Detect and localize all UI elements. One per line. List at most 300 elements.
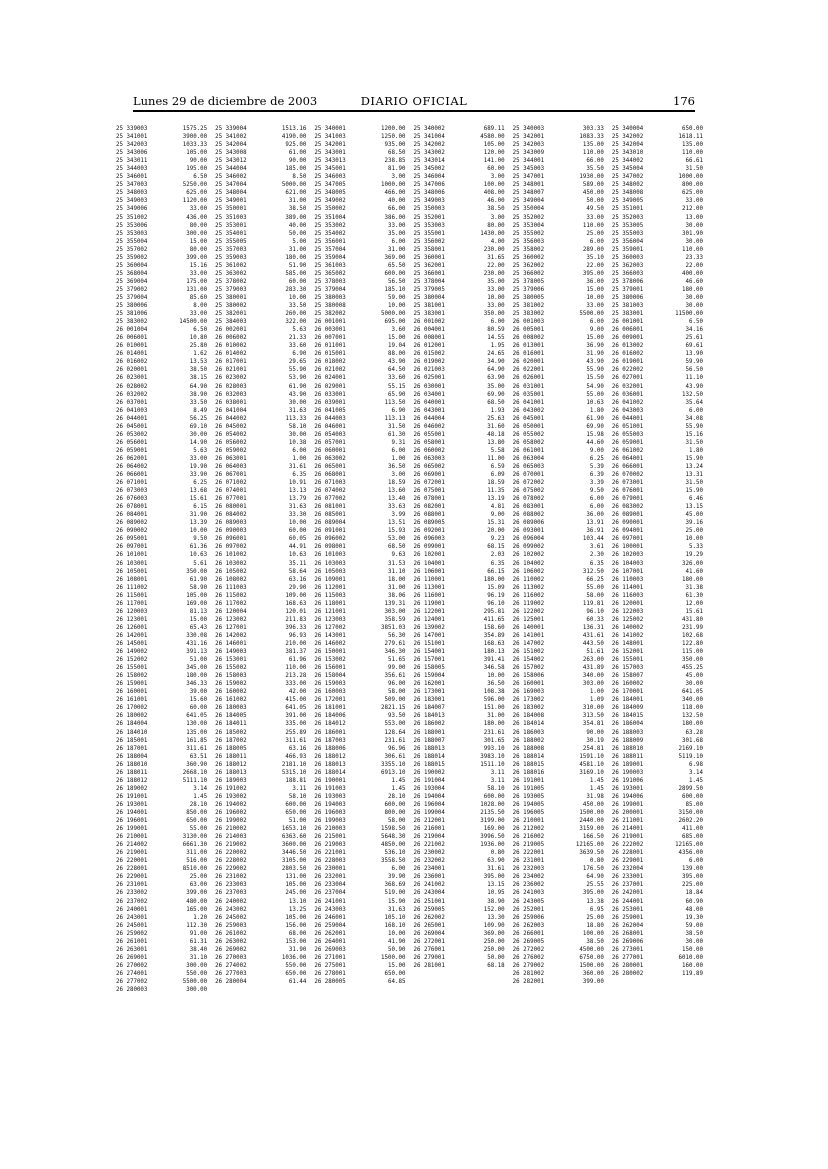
- item-price: 31.00: [388, 246, 406, 253]
- item-price: 279.61: [384, 641, 406, 647]
- table-row: [314, 350, 413, 358]
- table-row: [314, 785, 413, 793]
- table-row: [513, 881, 612, 889]
- item-price: 31.50: [388, 423, 406, 430]
- table-row: [116, 849, 215, 857]
- item-price: 6.50: [689, 319, 703, 326]
- table-row: [314, 366, 413, 374]
- item-price: 13.15: [685, 504, 703, 511]
- item-code: 25 349003: [116, 198, 148, 205]
- item-code: 26 269002: [215, 946, 247, 953]
- table-row: [413, 729, 512, 737]
- table-row: [612, 230, 711, 238]
- item-code: 25 379005: [413, 286, 445, 293]
- item-code: 26 193005: [512, 793, 545, 800]
- item-code: 25 346001: [116, 174, 148, 181]
- item-price: 391.13: [186, 649, 208, 656]
- table-row: [612, 672, 711, 680]
- item-price: 431.89: [582, 665, 604, 672]
- table-row: [513, 656, 612, 664]
- table-row: [513, 648, 612, 656]
- item-code: 26 196004: [413, 801, 445, 808]
- item-price: 185.10: [384, 286, 406, 293]
- table-row: [413, 608, 512, 616]
- item-code: 25 378005: [512, 278, 545, 285]
- item-price: 346.58: [483, 665, 505, 672]
- item-code: 26 186001: [314, 729, 346, 736]
- item-price: 31.50: [685, 166, 703, 173]
- item-price: 53.90: [288, 375, 307, 382]
- item-code: 26 120001: [611, 600, 644, 607]
- item-code: 26 158007: [611, 673, 644, 680]
- table-row: [513, 294, 612, 302]
- item-price: 6.09: [490, 472, 505, 479]
- table-row: [314, 600, 413, 608]
- table-row: [215, 407, 314, 415]
- table-row: [314, 817, 413, 825]
- table-row: [612, 318, 711, 326]
- item-price: 139.31: [384, 600, 406, 607]
- table-row: [215, 141, 314, 149]
- item-code: 26 043002: [512, 407, 545, 414]
- item-code: 26 078001: [413, 496, 445, 503]
- table-row: [314, 495, 413, 503]
- table-row: [413, 954, 512, 962]
- item-code: 26 191004: [413, 777, 445, 784]
- item-price: 156.00: [285, 922, 307, 929]
- item-price: 80.00: [189, 222, 208, 229]
- item-code: 26 046002: [413, 423, 445, 430]
- table-row: [413, 914, 512, 922]
- item-price: 326.00: [682, 560, 703, 567]
- item-price: 180.00: [186, 673, 208, 680]
- table-row: [116, 222, 215, 230]
- item-price: 64.90: [487, 367, 505, 374]
- item-price: 175.00: [186, 278, 208, 285]
- item-price: 39.00: [189, 689, 208, 696]
- table-row: [413, 624, 512, 632]
- table-row: [215, 857, 314, 865]
- item-price: 33.00: [189, 311, 208, 318]
- item-code: 26 072002: [512, 480, 545, 487]
- table-row: [612, 592, 711, 600]
- table-row: [513, 262, 612, 270]
- item-code: 26 068001: [314, 472, 346, 479]
- table-row: [215, 165, 314, 173]
- table-column: [116, 125, 215, 1025]
- item-price: 6.59: [490, 463, 505, 470]
- table-row: [116, 286, 215, 294]
- table-row: [215, 720, 314, 728]
- item-price: 25.63: [487, 415, 505, 422]
- item-price: 63.51: [189, 753, 208, 760]
- table-row: [215, 873, 314, 881]
- item-code: 26 199003: [314, 818, 346, 825]
- item-code: 26 237002: [116, 898, 148, 905]
- item-code: 26 064003: [215, 463, 247, 470]
- item-code: 26 122002: [512, 608, 545, 615]
- item-price: 35.00: [487, 383, 505, 390]
- item-code: 26 160002: [611, 681, 644, 688]
- item-code: 26 279002: [512, 962, 545, 969]
- item-price: 54.90: [586, 383, 604, 390]
- item-price: 3.00: [490, 214, 505, 221]
- item-price: 1000.00: [381, 182, 406, 189]
- item-code: 25 355003: [611, 230, 644, 237]
- table-row: [314, 205, 413, 213]
- item-code: 26 061001: [512, 447, 545, 454]
- item-code: 26 220002: [215, 850, 247, 857]
- table-row: [612, 560, 711, 568]
- table-row: [612, 383, 711, 391]
- table-row: [116, 664, 215, 672]
- item-price: 34.16: [685, 327, 703, 334]
- item-code: 26 191005: [512, 785, 545, 792]
- table-row: [413, 383, 512, 391]
- item-code: 25 342002: [413, 142, 445, 149]
- item-price: 650.00: [682, 126, 703, 132]
- item-price: 3900.00: [182, 134, 208, 141]
- item-code: 26 184011: [215, 721, 247, 728]
- item-price: 650.00: [285, 970, 307, 977]
- item-code: 25 340002: [413, 126, 445, 132]
- table-row: [314, 463, 413, 471]
- table-row: [116, 801, 215, 809]
- item-code: 25 341004: [413, 134, 445, 141]
- item-price: 13.30: [487, 914, 505, 921]
- item-code: 26 058002: [512, 439, 545, 446]
- item-code: 26 184013: [413, 713, 445, 720]
- item-price: 56.25: [189, 415, 208, 422]
- table-row: [116, 423, 215, 431]
- item-price: 1.80: [689, 447, 703, 454]
- item-price: 120.00: [483, 150, 505, 157]
- item-code: 25 353002: [314, 222, 346, 229]
- table-row: [314, 793, 413, 801]
- table-row: [314, 197, 413, 205]
- item-price: 135.00: [186, 729, 208, 736]
- table-row: [513, 865, 612, 873]
- table-row: [314, 978, 413, 986]
- table-row: [612, 391, 711, 399]
- item-price: 5111.10: [182, 777, 208, 784]
- item-code: 25 355001: [413, 230, 445, 237]
- item-code: 26 210002: [215, 826, 247, 833]
- item-price: 65.50: [388, 262, 406, 269]
- item-price: 231.61: [384, 737, 406, 744]
- item-price: 311.00: [186, 850, 208, 857]
- table-row: [314, 664, 413, 672]
- item-price: 300.00: [186, 962, 208, 969]
- table-row: [215, 970, 314, 978]
- table-row: [116, 358, 215, 366]
- item-code: 26 159002: [215, 681, 247, 688]
- table-row: [215, 254, 314, 262]
- item-price: 65.43: [189, 624, 208, 631]
- item-price: 45.00: [685, 512, 703, 519]
- item-price: 1500.00: [579, 809, 604, 816]
- table-row: [513, 600, 612, 608]
- table-row: [612, 214, 711, 222]
- table-row: [612, 399, 711, 407]
- item-price: 395.00: [483, 874, 505, 881]
- table-row: [612, 503, 711, 511]
- table-row: [215, 712, 314, 720]
- item-code: 25 362003: [611, 262, 644, 269]
- item-price: 25.80: [189, 343, 208, 350]
- item-code: 26 038001: [215, 399, 247, 406]
- item-code: 25 381003: [611, 303, 644, 310]
- item-price: 31.60: [487, 423, 505, 430]
- item-code: 26 190003: [611, 769, 644, 776]
- table-row: [612, 511, 711, 519]
- item-code: 26 041005: [314, 407, 346, 414]
- table-row: [215, 310, 314, 318]
- table-row: [413, 640, 512, 648]
- item-price: 31.00: [388, 584, 406, 591]
- table-row: [612, 729, 711, 737]
- table-row: [413, 374, 512, 382]
- item-price: 31.61: [288, 463, 307, 470]
- table-row: [612, 246, 711, 254]
- item-price: 5500.00: [182, 978, 208, 985]
- table-row: [612, 463, 711, 471]
- item-price: 103.44: [582, 536, 604, 543]
- table-row: [413, 720, 512, 728]
- table-row: [612, 914, 711, 922]
- table-row: [314, 181, 413, 189]
- item-code: 25 350003: [413, 206, 445, 213]
- item-price: 245.00: [285, 890, 307, 897]
- item-price: 152.00: [483, 906, 505, 913]
- item-price: 225.00: [682, 882, 703, 889]
- item-code: 26 014002: [215, 351, 247, 358]
- item-code: 26 045001: [512, 415, 545, 422]
- item-price: 180.13: [483, 649, 505, 656]
- item-price: 31.50: [685, 480, 703, 487]
- item-code: 26 237001: [611, 882, 644, 889]
- table-row: [513, 350, 612, 358]
- item-price: 168.63: [285, 600, 307, 607]
- item-code: 26 194004: [413, 793, 445, 800]
- item-code: 26 104003: [611, 560, 644, 567]
- table-row: [116, 463, 215, 471]
- item-code: 26 051001: [611, 423, 644, 430]
- item-price: 9.00: [589, 447, 604, 454]
- item-price: 59.00: [388, 294, 406, 301]
- item-price: 850.00: [186, 809, 208, 816]
- table-row: [413, 898, 512, 906]
- item-code: 26 026001: [512, 375, 545, 382]
- item-price: 55.90: [685, 423, 703, 430]
- table-row: [116, 157, 215, 165]
- item-code: 26 234001: [413, 866, 445, 873]
- item-code: 25 379004: [314, 286, 346, 293]
- item-price: 160.00: [682, 962, 703, 969]
- item-code: 25 348006: [413, 190, 445, 197]
- item-code: 26 162001: [413, 681, 445, 688]
- item-price: 1936.00: [480, 842, 505, 849]
- table-row: [215, 447, 314, 455]
- item-price: 131.00: [285, 874, 307, 881]
- item-code: 26 008001: [413, 335, 445, 342]
- item-price: 340.00: [582, 673, 604, 680]
- item-code: 25 366002: [512, 270, 545, 277]
- item-price: 231.61: [483, 729, 505, 736]
- item-price: 44.91: [288, 544, 307, 551]
- table-row: [314, 801, 413, 809]
- item-code: 26 045002: [215, 423, 247, 430]
- item-code: 26 113002: [512, 584, 545, 591]
- table-row: [314, 238, 413, 246]
- table-row: [116, 656, 215, 664]
- item-code: 26 189002: [116, 785, 148, 792]
- item-code: 26 232001: [314, 874, 346, 881]
- item-price: 6.00: [391, 447, 406, 454]
- item-price: 509.00: [384, 697, 406, 704]
- item-price: 55.00: [189, 826, 208, 833]
- table-row: [116, 447, 215, 455]
- item-price: 119.89: [682, 970, 703, 977]
- table-row: [116, 270, 215, 278]
- item-price: 119.81: [582, 600, 604, 607]
- item-code: 26 193003: [314, 793, 346, 800]
- item-code: 25 363002: [215, 270, 247, 277]
- table-row: [513, 222, 612, 230]
- item-code: 26 020001: [116, 367, 148, 374]
- table-row: [612, 777, 711, 785]
- item-price: 3169.10: [579, 769, 604, 776]
- item-code: 25 344001: [512, 158, 545, 165]
- item-code: 26 229001: [116, 874, 148, 881]
- item-code: 25 360004: [116, 262, 148, 269]
- table-row: [116, 342, 215, 350]
- item-price: 1120.00: [182, 198, 208, 205]
- item-code: 25 358001: [413, 246, 445, 253]
- item-code: 26 160001: [512, 681, 545, 688]
- item-code: 25 380001: [215, 294, 247, 301]
- table-row: [314, 560, 413, 568]
- table-row: [513, 970, 612, 978]
- item-price: 30.00: [288, 399, 307, 406]
- table-row: [413, 922, 512, 930]
- item-code: 26 261001: [116, 938, 148, 945]
- item-code: 25 353004: [512, 222, 545, 229]
- item-price: 29.65: [288, 359, 307, 366]
- item-price: 1.45: [689, 777, 703, 784]
- item-price: 96.93: [288, 632, 307, 639]
- item-code: 26 241003: [512, 890, 545, 897]
- item-price: 519.00: [384, 890, 406, 897]
- item-price: 650.00: [285, 809, 307, 816]
- item-code: 26 184001: [611, 697, 644, 704]
- item-code: 26 046001: [314, 423, 346, 430]
- item-code: 26 035001: [512, 391, 545, 398]
- item-code: 26 210003: [314, 826, 346, 833]
- item-price: 11.10: [685, 375, 703, 382]
- table-row: [413, 431, 512, 439]
- table-row: [612, 640, 711, 648]
- item-price: 625.00: [186, 190, 208, 197]
- table-row: [513, 906, 612, 914]
- table-row: [314, 415, 413, 423]
- table-row: [314, 849, 413, 857]
- item-price: 2668.10: [182, 769, 208, 776]
- item-code: 26 063003: [413, 455, 445, 462]
- item-price: 36.00: [586, 278, 604, 285]
- table-row: [612, 125, 711, 133]
- item-code: 25 352001: [413, 214, 445, 221]
- item-code: 26 036001: [611, 391, 644, 398]
- item-code: 26 016002: [611, 351, 644, 358]
- item-price: 96.96: [388, 745, 406, 752]
- item-price: 33.00: [189, 270, 208, 277]
- table-row: [215, 640, 314, 648]
- item-code: 25 353003: [413, 222, 445, 229]
- table-row: [314, 519, 413, 527]
- item-code: 26 089002: [116, 520, 148, 527]
- item-code: 26 141001: [512, 632, 545, 639]
- item-code: 26 188009: [611, 737, 644, 744]
- item-code: 26 282001: [512, 978, 545, 985]
- item-code: 26 263001: [116, 946, 148, 953]
- item-code: 26 219001: [116, 850, 148, 857]
- item-price: 550.00: [285, 962, 307, 969]
- item-code: 26 074001: [215, 488, 247, 495]
- item-price: 64.90: [586, 874, 604, 881]
- item-price: 600.00: [384, 801, 406, 808]
- item-code: 25 348005: [314, 190, 346, 197]
- item-price: 1.62: [193, 351, 208, 358]
- item-price: 64.90: [189, 383, 208, 390]
- item-code: 26 097001: [611, 536, 644, 543]
- table-row: [513, 286, 612, 294]
- item-code: 26 067001: [215, 472, 247, 479]
- table-row: [612, 415, 711, 423]
- table-row: [413, 664, 512, 672]
- item-price: 408.00: [483, 190, 505, 197]
- table-row: [314, 696, 413, 704]
- table-row: [513, 640, 612, 648]
- table-row: [314, 503, 413, 511]
- item-price: 38.40: [189, 946, 208, 953]
- item-code: 25 351002: [116, 214, 148, 221]
- table-row: [513, 825, 612, 833]
- item-price: 66.00: [586, 158, 604, 165]
- table-row: [413, 889, 512, 897]
- item-price: 10.63: [586, 399, 604, 406]
- item-price: 113.13: [384, 415, 406, 422]
- table-row: [116, 487, 215, 495]
- item-code: 26 194006: [611, 793, 644, 800]
- item-price: 3.00: [490, 174, 505, 181]
- table-row: [413, 278, 512, 286]
- item-code: 26 146001: [215, 641, 247, 647]
- table-row: [116, 624, 215, 632]
- item-price: 6.00: [391, 866, 406, 873]
- item-code: 26 097001: [116, 544, 148, 551]
- item-code: 25 343014: [413, 158, 445, 165]
- table-row: [413, 696, 512, 704]
- item-price: 10.00: [685, 536, 703, 543]
- item-price: 13.25: [288, 906, 307, 913]
- item-code: 25 343008: [215, 150, 247, 157]
- item-code: 26 184007: [413, 705, 445, 712]
- table-row: [413, 527, 512, 535]
- table-row: [513, 125, 612, 133]
- item-price: 33.60: [388, 375, 406, 382]
- item-code: 25 346002: [215, 174, 247, 181]
